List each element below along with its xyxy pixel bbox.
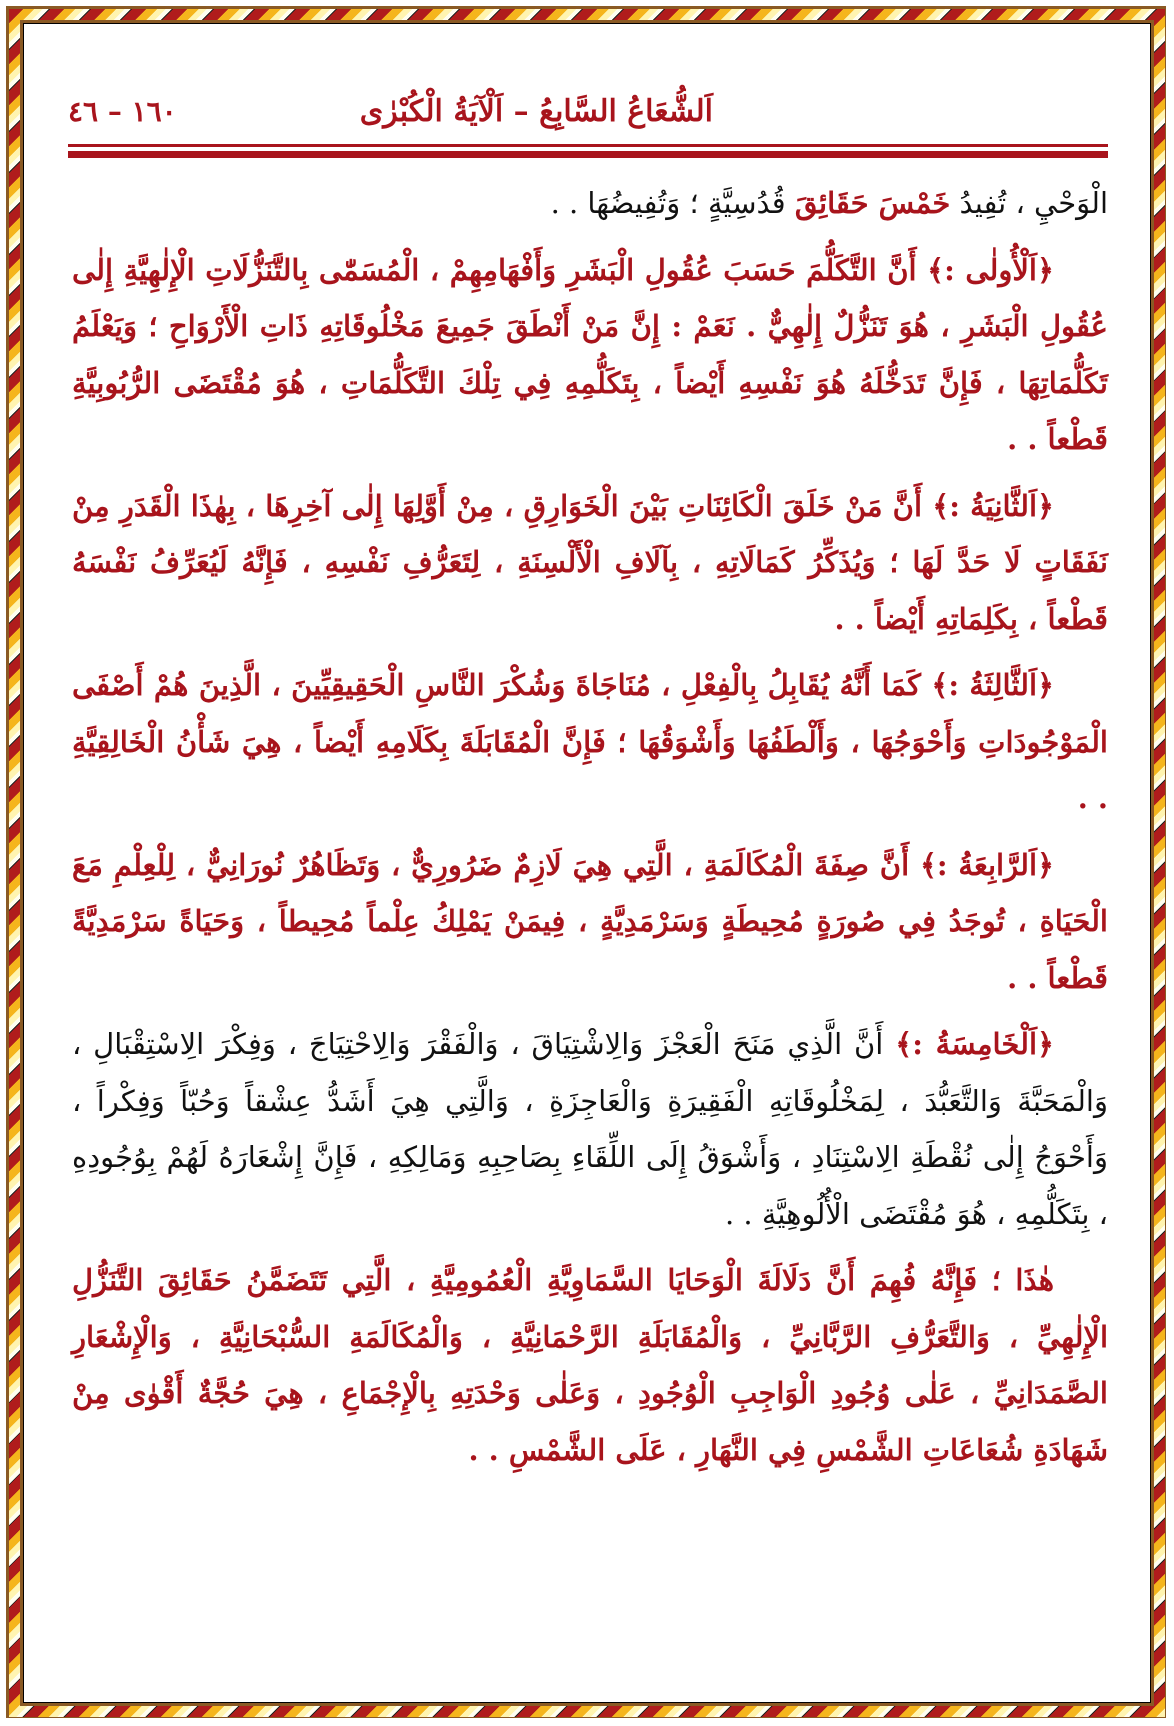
paragraph-first-text: أَنَّ التَّكَلُّمَ حَسَبَ عُقُولِ الْبَشَرِ وَأَفْهَامِهِمْ ، الْمُسَمّٰى بِالتَّنَزُّلَاتِ الْإِلٰهِيَّةِ إِلٰى عُقُولِ الْبَشَرِ ، هُوَ تَنَزُّلٌ إِلٰهِيٌّ . نَعَمْ : إِنَّ مَنْ أَنْطَقَ جَمِيعَ مَخْلُوقَاتِهِ ذَاتِ الْأَرْوَاحِ ؛ وَيَعْلَمُ تَكَلُّمَاتِهَا ، فَإِنَّ تَدَخُّلَهُ هُوَ نَفْسِهِ أَيْضاً ، بِتَكَلُّمِهِ فِي تِلْكَ التَّكَلُّمَاتِ ، هُوَ مُقْتَضَى الرُّبُوبِيَّةِ قَطْعاً . . bbox=[72, 252, 1108, 456]
page bbox=[68, 40, 1108, 1690]
paragraph-third bbox=[72, 657, 1108, 827]
paragraph-third-label: ﴿اَلثَّالِثَةُ :﴾ bbox=[931, 668, 1055, 702]
paragraph-second-label: ﴿اَلثَّانِيَةُ :﴾ bbox=[932, 488, 1054, 523]
paragraph-fifth-label: ﴿اَلْخَامِسَةُ :﴾ bbox=[895, 1027, 1054, 1061]
body-text bbox=[72, 175, 1108, 1488]
intro-segment-highlight: خَمْسَ حَقَائِقَ bbox=[794, 186, 951, 220]
paragraph-first bbox=[72, 242, 1108, 468]
paragraph-second bbox=[72, 478, 1108, 648]
chapter-title: اَلشُّعَاعُ السَّابِعُ – اَلْآيَةُ الْكُبْرٰى bbox=[359, 93, 713, 129]
page-header bbox=[68, 86, 1108, 136]
paragraph-conclusion-text: هٰذَا ؛ فَإِنَّهُ فُهِمَ أَنَّ دَلَالَةَ الْوَحَايَا السَّمَاوِيَّةِ الْعُمُومِيَّةِ ، الَّتِي تَتَضَمَّنُ حَقَائِقَ التَّنَزُّلِ الْإِلٰهِيِّ ، وَالتَّعَرُّفِ الرَّبَّانِيِّ ، وَالْمُقَابَلَةِ الرَّحْمَانِيَّةِ ، وَالْمُكَالَمَةِ السُّبْحَانِيَّةِ ، وَالْإِشْعَارِ الصَّمَدَانِيِّ ، عَلٰى وُجُودِ الْوَاجِبِ الْوُجُودِ ، وَعَلٰى وَحْدَتِهِ بِالْإِجْمَاعِ ، هِيَ حُجَّةٌ أَقْوٰى مِنْ شَهَادَةِ شُعَاعَاتِ الشَّمْسِ فِي النَّهَارِ ، عَلَى الشَّمْسِ . . bbox=[72, 1263, 1108, 1467]
intro-segment-3: قُدُسِيَّةٍ ؛ وَتُفِيضُهَا . . bbox=[550, 186, 795, 220]
page-range: ١٦٠ – ٤٦ bbox=[68, 94, 177, 128]
paragraph-fifth bbox=[72, 1016, 1108, 1242]
paragraph-second-text: أَنَّ مَنْ خَلَقَ الْكَائِنَاتِ بَيْنَ الْخَوَارِقِ ، مِنْ أَوَّلِهَا إِلٰى آخِرِهَا ، بِهٰذَا الْقَدَرِ مِنْ نَفَقَاتٍ لَا حَدَّ لَهَا ؛ وَيُذَكِّرُ كَمَالَاتِهِ ، بِآلَافِ الْأَلْسِنَةِ ، لِتَعَرُّفِ نَفْسِهِ ، فَإِنَّهُ لَيُعَرِّفُ نَفْسَهُ قَطْعاً ، بِكَلِمَاتِهِ أَيْضاً . . bbox=[72, 488, 1108, 636]
paragraph-fourth-label: ﴿اَلرَّابِعَةُ :﴾ bbox=[919, 847, 1054, 882]
header-rule-thick bbox=[68, 151, 1108, 158]
paragraph-conclusion bbox=[72, 1252, 1108, 1478]
paragraph-third-text: كَمَا أَنَّهُ يُقَابِلُ بِالْفِعْلِ ، مُنَاجَاةَ وَشُكْرَ النَّاسِ الْحَقِيقِيِّينَ ، الَّذِينَ هُمْ أَصْفَى الْمَوْجُودَاتِ وَأَحْوَجُهَا ، وَأَلْطَفُهَا وَأَشْوَقُهَا ؛ فَإِنَّ الْمُقَابَلَةَ بِكَلَامِهِ أَيْضاً ، هِيَ شَأْنُ الْخَالِقِيَّةِ . . bbox=[72, 668, 1108, 815]
intro-segment-1: الْوَحْيِ ، تُفِيدُ bbox=[950, 186, 1108, 220]
paragraph-fifth-text: أَنَّ الَّذِي مَنَحَ الْعَجْزَ وَالِاشْتِيَاقَ ، وَالْفَقْرَ وَالِاحْتِيَاجَ ، وَفِكْرَ الِاسْتِقْبَالِ ، وَالْمَحَبَّةَ وَالتَّعَبُّدَ ، لِمَخْلُوقَاتِهِ الْفَقِيرَةِ وَالْعَاجِزَةِ ، وَالَّتِي هِيَ أَشَدُّ عِشْقاً وَحُبّاً وَفِكْراً ، وَأَحْوَجُ إِلٰى نُقْطَةِ الِاسْتِنَادِ ، وَأَشْوَقُ إِلَى اللِّقَاءِ بِصَاحِبِهِ وَمَالِكِهِ ، فَإِنَّ إِشْعَارَهُ لَهُمْ بِوُجُودِهِ ، بِتَكَلُّمِهِ ، هُوَ مُقْتَضَى الْأُلُوهِيَّةِ . . bbox=[72, 1027, 1108, 1231]
paragraph-intro bbox=[72, 175, 1108, 232]
header-rule-thin bbox=[68, 144, 1108, 147]
paragraph-first-label: ﴿اَلْأُولٰى :﴾ bbox=[927, 252, 1054, 287]
paragraph-fourth bbox=[72, 837, 1108, 1007]
paragraph-fourth-text: أَنَّ صِفَةَ الْمُكَالَمَةِ ، الَّتِي هِيَ لَازِمٌ ضَرُورِيٌّ ، وَتَظَاهُرٌ نُورَانِيٌّ ، لِلْعِلْمِ مَعَ الْحَيَاةِ ، تُوجَدُ فِي صُورَةٍ مُحِيطَةٍ وَسَرْمَدِيَّةٍ ، فِيمَنْ يَمْلِكُ عِلْماً مُحِيطاً ، وَحَيَاةً سَرْمَدِيَّةً قَطْعاً . . bbox=[72, 847, 1108, 995]
